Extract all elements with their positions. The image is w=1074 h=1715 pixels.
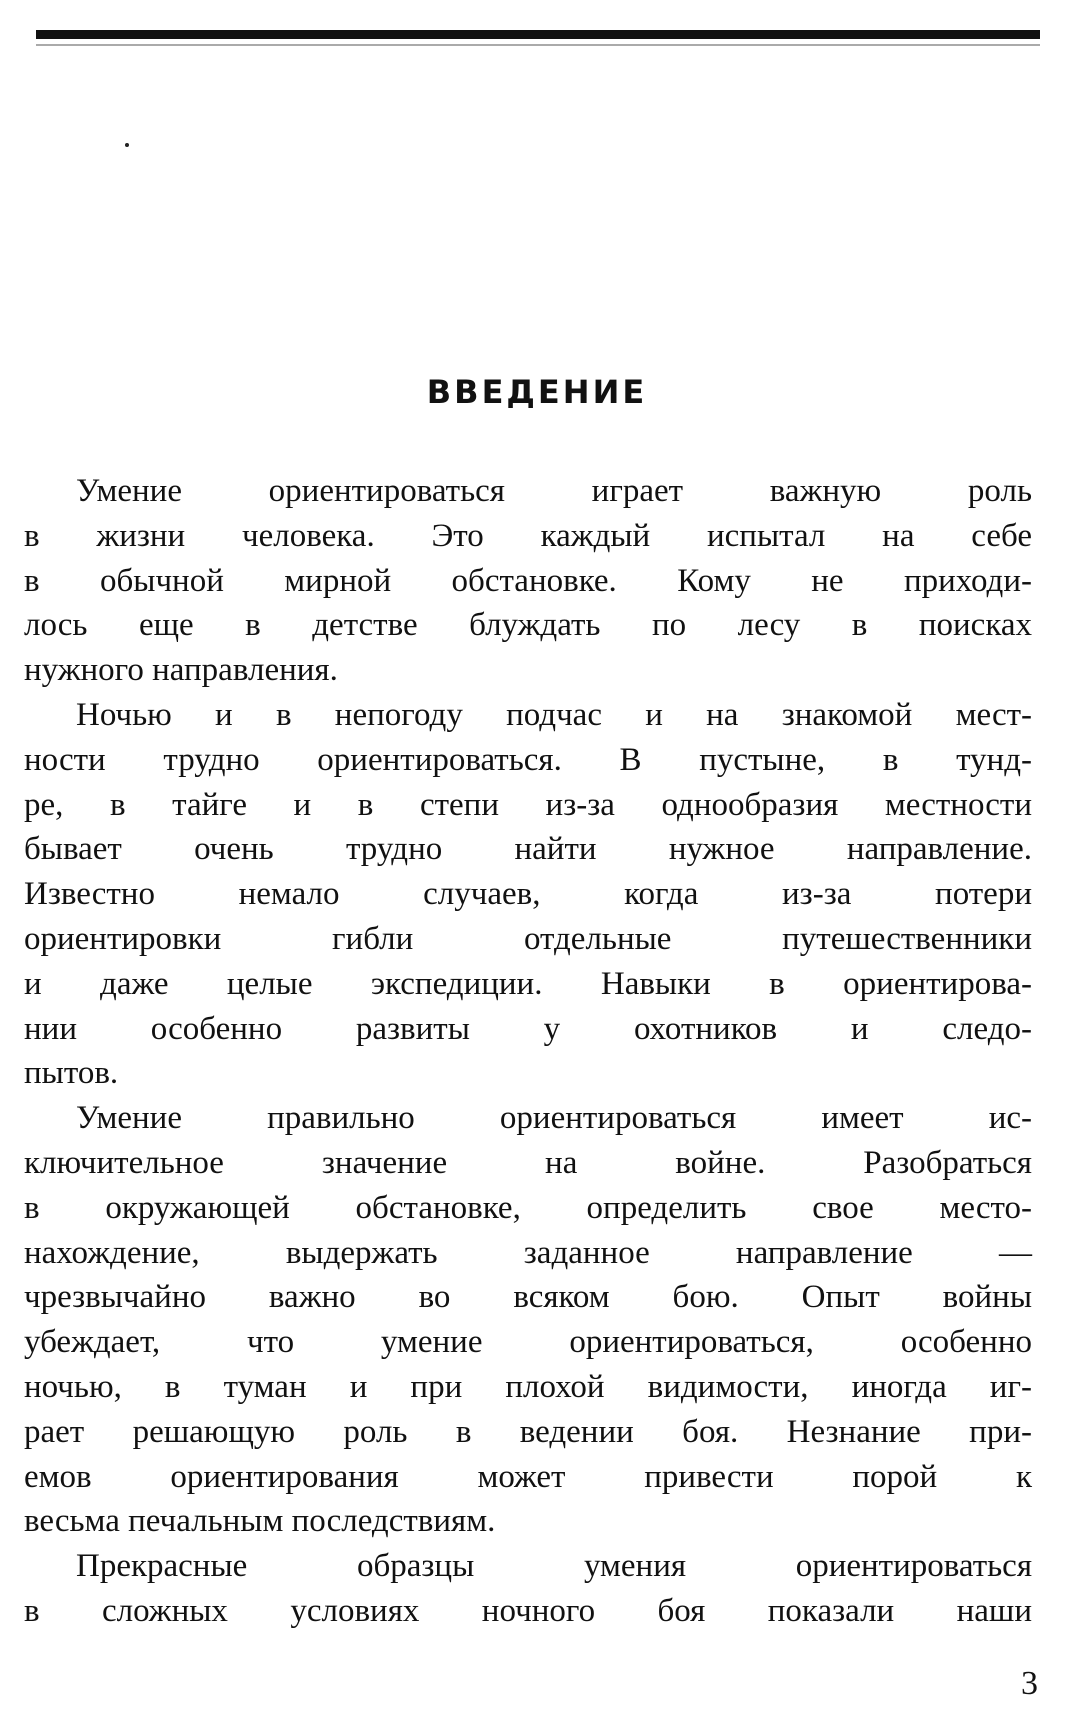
text-line: ключительное значение на войне. Разобраться bbox=[24, 1144, 1032, 1181]
page-number: 3 bbox=[1021, 1665, 1038, 1702]
text-line: в жизни человека. Это каждый испытал на себе bbox=[24, 517, 1032, 554]
text-line: в сложных условиях ночного боя показали наши bbox=[24, 1592, 1032, 1629]
text-line: Умение ориентироваться играет важную роль bbox=[76, 473, 1032, 509]
text-line: нужного направления. bbox=[24, 652, 338, 689]
text-line: ночью, в туман и при плохой видимости, иногда иг- bbox=[24, 1368, 1032, 1405]
text-line: Известно немало случаев, когда из-за потери bbox=[24, 876, 1032, 913]
text-line: емов ориентирования может привести порой к bbox=[24, 1458, 1032, 1495]
text-line: ности трудно ориентироваться. В пустыне, в тунд- bbox=[24, 741, 1032, 778]
top-rule-thin bbox=[36, 44, 1040, 46]
text-line: Умение правильно ориентироваться имеет ис- bbox=[76, 1100, 1032, 1137]
text-line: ориентировки гибли отдельные путешественники bbox=[24, 920, 1032, 957]
body-text bbox=[24, 469, 1032, 1634]
text-line: в окружающей обстановке, определить свое место- bbox=[24, 1189, 1032, 1226]
text-line: в обычной мирной обстановке. Кому не приходи- bbox=[24, 562, 1032, 599]
print-speck bbox=[125, 143, 129, 147]
text-line: Прекрасные образцы умения ориентироваться bbox=[76, 1548, 1032, 1585]
text-line: пытов. bbox=[24, 1055, 119, 1092]
text-line: чрезвычайно важно во всяком бою. Опыт войны bbox=[24, 1279, 1032, 1316]
text-line: и даже целые экспедиции. Навыки в ориентирова- bbox=[24, 965, 1032, 1002]
text-line: нахождение, выдержать заданное направление — bbox=[24, 1234, 1032, 1271]
text-line: лось еще в детстве блуждать по лесу в поисках bbox=[24, 607, 1032, 644]
text-line: ре, в тайге и в степи из-за однообразия местности bbox=[24, 786, 1032, 823]
text-line: весьма печальным последствиям. bbox=[24, 1503, 496, 1540]
text-line: нии особенно развиты у охотников и следо- bbox=[24, 1010, 1032, 1047]
top-rule bbox=[36, 30, 1040, 39]
text-line: рает решающую роль в ведении боя. Незнание при- bbox=[24, 1413, 1032, 1450]
text-line: убеждает, что умение ориентироваться, особенно bbox=[24, 1324, 1032, 1361]
chapter-heading: ВВЕДЕНИЕ bbox=[426, 373, 648, 411]
text-line: бывает очень трудно найти нужное направление. bbox=[24, 831, 1032, 868]
text-line: Ночью и в непогоду подчас и на знакомой мест- bbox=[76, 696, 1032, 733]
